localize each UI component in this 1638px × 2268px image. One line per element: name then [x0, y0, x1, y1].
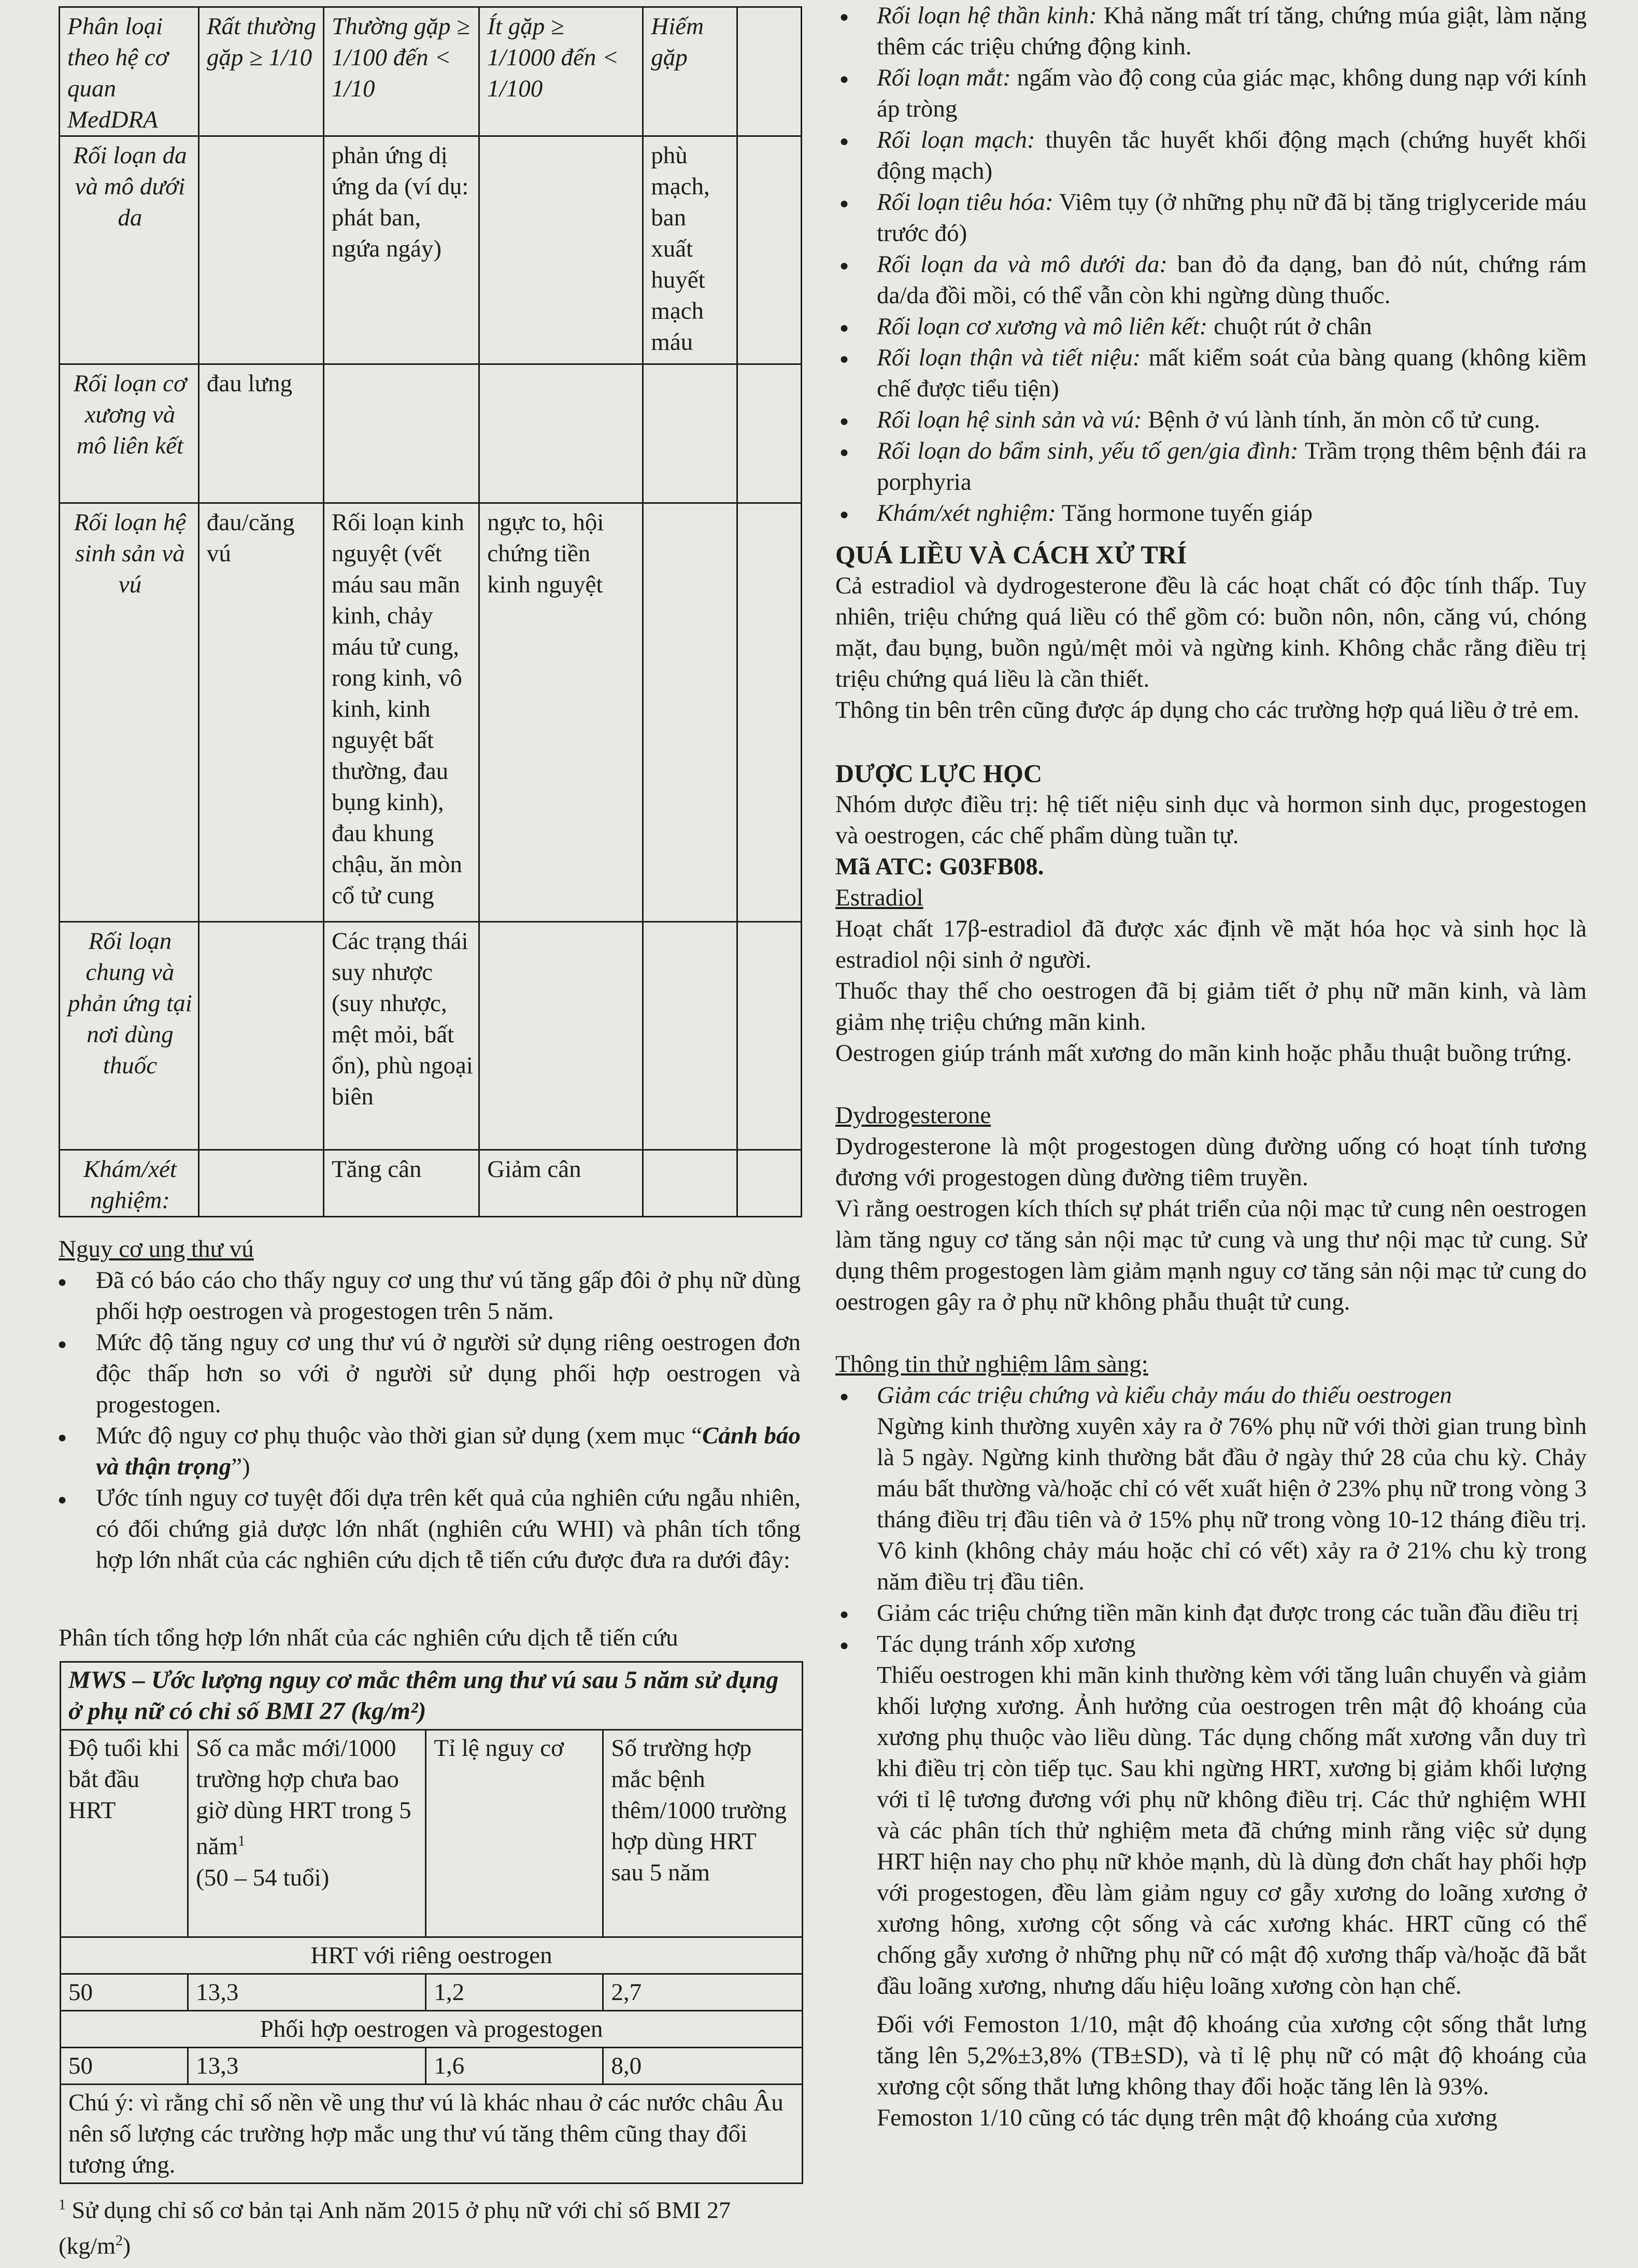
- item-text: Viêm tụy (ở những phụ nữ đã bị tăng triglyceride máu trước đó): [877, 189, 1587, 247]
- blank-cell: [737, 922, 801, 1150]
- mws-table: [60, 1661, 803, 2184]
- trial-item-title: Tác dụng tránh xốp xương: [877, 1631, 1136, 1657]
- table-row: [60, 364, 802, 503]
- item-label: Khám/xét nghiệm:: [877, 500, 1056, 527]
- blank-cell: [737, 364, 801, 503]
- uncommon-cell: [479, 136, 643, 364]
- rare-cell: [643, 503, 737, 922]
- mws-cell-age: 50: [61, 2048, 188, 2085]
- bullet-bold-ref: Cảnh báo và thận trọng: [96, 1422, 801, 1480]
- item-label: Rối loạn mắt:: [877, 64, 1011, 91]
- uncommon-cell: ngực to, hội chứng tiền kinh nguyệt: [479, 503, 643, 922]
- mws-title: MWS – Ước lượng nguy cơ mắc thêm ung thư vú sau 5 năm sử dụng ở phụ nữ có chỉ số BMI 27 (kg/m²): [61, 1662, 803, 1730]
- organ-cell: Rối loạn hệ sinh sản và vú: [60, 503, 199, 922]
- footnote-text: Sử dụng chỉ số cơ bản tại Anh năm 2015 ở phụ nữ với chỉ số BMI 27 (kg/m: [59, 2196, 731, 2259]
- overdose-children-paragraph: Thông tin bên trên cũng được áp dụng cho các trường hợp quá liều ở trẻ em.: [835, 697, 1579, 724]
- item-label: Rối loạn hệ sinh sản và vú:: [877, 406, 1142, 433]
- item-text: ban đỏ đa dạng, ban đỏ nút, chứng rám da/da đồi mồi, có thể vẫn còn khi ngừng dùng thuốc.: [877, 251, 1587, 309]
- breast-cancer-heading: Nguy cơ ung thư vú: [59, 1236, 254, 1263]
- header-common: Thường gặp ≥ 1/100 đến < 1/10: [323, 7, 479, 136]
- footnote-sup: 2: [115, 2233, 123, 2249]
- common-cell: phản ứng dị ứng da (ví dụ: phát ban, ngứa ngáy): [323, 136, 479, 364]
- footnote-marker: 1: [59, 2197, 66, 2213]
- list-item: ● Đã có báo cáo cho thấy nguy cơ ung thư vú tăng gấp đôi ở phụ nữ dùng phối hợp oestrogen và progestogen trên 5 năm.: [54, 1265, 801, 1327]
- trial-paragraph: Đối với Femoston 1/10, mật độ khoáng của xương cột sống thắt lưng tăng lên 5,2%±3,8% (TB±SD), và tỉ lệ phụ nữ có mật độ khoáng của xương cột sống thắt lưng không thay đổi hoặc tăng lên là 93%.: [877, 2011, 1587, 2100]
- mws-section-row: [61, 2011, 803, 2048]
- breast-cancer-bullets: [54, 1265, 801, 1576]
- list-item: [835, 404, 1587, 435]
- header-text: Số ca mắc mới/1000 trường hợp chưa bao giờ dùng HRT trong 5 năm: [196, 1735, 411, 1860]
- trial-paragraph: Femoston 1/10 cũng có tác dụng trên mật độ khoáng của xương: [877, 2104, 1498, 2131]
- item-label: Rối loạn hệ thần kinh:: [877, 2, 1097, 29]
- blank-cell: [737, 1150, 801, 1217]
- table-header-row: [60, 7, 802, 136]
- mws-section-estrogen: HRT với riêng oestrogen: [61, 1937, 803, 1974]
- common-cell: [323, 364, 479, 503]
- table-row: [60, 136, 802, 364]
- item-text: thuyên tắc huyết khối động mạch (chứng huyết khối động mạch): [877, 126, 1587, 185]
- very-common-cell: [198, 1150, 323, 1217]
- footnote-marker: 1: [238, 1833, 246, 1849]
- uncommon-cell: [479, 922, 643, 1150]
- mws-header-additional: Số trường hợp mắc bệnh thêm/1000 trường hợp dùng HRT sau 5 năm: [603, 1730, 803, 1937]
- very-common-cell: [198, 136, 323, 364]
- mws-cell-additional: 8,0: [603, 2048, 803, 2085]
- item-label: Rối loạn thận và tiết niệu:: [877, 344, 1141, 371]
- mws-cell-ratio: 1,6: [426, 2048, 603, 2085]
- rare-cell: [643, 922, 737, 1150]
- very-common-cell: đau/căng vú: [198, 503, 323, 922]
- bullet-text-end: ”): [231, 1453, 250, 1480]
- uncommon-cell: Giảm cân: [479, 1150, 643, 1217]
- bullet-text: Mức độ nguy cơ phụ thuộc vào thời gian sử dụng (xem mục “: [96, 1422, 702, 1449]
- item-text: Tăng hormone tuyến giáp: [1056, 500, 1313, 527]
- clinical-trial-list: [835, 1380, 1587, 2133]
- item-text: mất kiểm soát của bàng quang (không kiềm chế được tiểu tiện): [877, 344, 1587, 402]
- list-item: [835, 0, 1587, 62]
- organ-cell: Rối loạn da và mô dưới da: [60, 136, 199, 364]
- blank-cell: [737, 503, 801, 922]
- dydrogesterone-paragraph-1: Dydrogesterone là một progestogen dùng đường uống có hoạt tính tương đương với progestogen dùng đường tiêm truyền.: [835, 1133, 1587, 1191]
- list-item: [835, 62, 1587, 124]
- rare-cell: phù mạch, ban xuất huyết mạch máu: [643, 136, 737, 364]
- organ-cell: Rối loạn chung và phản ứng tại nơi dùng thuốc: [60, 922, 199, 1150]
- list-item: [835, 187, 1587, 249]
- overdose-paragraph: Cả estradiol và dydrogesterone đều là các hoạt chất có độc tính thấp. Tuy nhiên, triệu chứng quá liều có thể gồm có: buồn nôn, nôn, căng vú, chóng mặt, đau bụng, buồn ngủ/mệt mỏi và ngừng kinh. Không chắc rằng điều trị triệu chứng quá liều là cần thiết.: [835, 572, 1587, 692]
- clinical-trial-heading: Thông tin thử nghiệm lâm sàng:: [835, 1351, 1148, 1378]
- mws-cell-age: 50: [61, 1974, 188, 2011]
- trial-paragraph: Thiếu oestrogen khi mãn kinh thường kèm với tăng luân chuyển và giảm khối lượng xương. Ảnh hưởng của oestrogen trên mật độ khoáng của xương phụ thuộc vào liều dùng. Tác dụng chống mất xương vẫn duy trì khi điều trị còn tiếp tục. Sau khi ngừng HRT, xương bị giảm khối lượng với tỉ lệ tương đương với phụ nữ không điều trị. Các thử nghiệm WHI và các phân tích thử nghiệm meta đã chứng minh rằng việc sử dụng HRT hiện nay cho phụ nữ khỏe mạnh, dù là dùng đơn chất hay phối hợp với progestogen, đều làm giảm nguy cơ gẫy xương do loãng xương ở xương hông, xương cột sống và các xương khác. HRT cũng có thể chống gẫy xương ở những phụ nữ có mật độ xương thấp và/hoặc đã bắt đầu loãng xương, nhưng dấu hiệu loãng xương còn hạn chế.: [877, 1662, 1587, 2000]
- header-rare: Hiếm gặp: [643, 7, 737, 136]
- very-common-cell: đau lưng: [198, 364, 323, 503]
- item-label: Rối loạn da và mô dưới da:: [877, 251, 1167, 278]
- mws-section-combined: Phối hợp oestrogen và progestogen: [61, 2011, 803, 2048]
- mws-header-row: [61, 1730, 803, 1937]
- list-item: [835, 435, 1587, 498]
- mws-cell-additional: 2,7: [603, 1974, 803, 2011]
- item-text: chuột rút ở chân: [1207, 313, 1372, 340]
- list-item: [835, 1628, 1587, 2133]
- adverse-reactions-table: [59, 6, 802, 1217]
- header-very-common: Rất thường gặp ≥ 1/10: [198, 7, 323, 136]
- mws-section-row: [61, 1937, 803, 1974]
- estradiol-paragraph-2: Thuốc thay thế cho oestrogen đã bị giảm tiết ở phụ nữ mãn kinh, và làm giảm nhẹ triệu chứng mãn kinh.: [835, 977, 1587, 1036]
- table-row: [61, 2048, 803, 2085]
- list-item: [835, 1380, 1587, 1597]
- table-row: [60, 922, 802, 1150]
- mws-note: Chú ý: vì rằng chỉ số nền về ung thư vú là khác nhau ở các nước châu Âu nên số lượng các trường hợp mắc ung thư vú tăng thêm cũng thay đổi tương ứng.: [61, 2085, 803, 2184]
- list-item: [835, 249, 1587, 311]
- estradiol-paragraph-3: Oestrogen giúp tránh mất xương do mãn kinh hoặc phẫu thuật buồng trứng.: [835, 1040, 1572, 1067]
- item-label: Rối loạn do bẩm sinh, yếu tố gen/gia đình:: [877, 437, 1299, 464]
- item-label: Rối loạn cơ xương và mô liên kết:: [877, 313, 1208, 340]
- item-text: ngấm vào độ cong của giác mạc, không dung nạp với kính áp tròng: [877, 64, 1587, 122]
- mws-header-incidence: [188, 1730, 426, 1937]
- mws-title-row: [61, 1662, 803, 1730]
- trial-item-text: Ngừng kinh thường xuyên xảy ra ở 76% phụ nữ với thời gian trung bình là 5 ngày. Ngừng kinh thường bắt đầu ở ngày thứ 28 của chu kỳ. Chảy máu bất thường và/hoặc chỉ có vết xuất hiện ở 23% phụ nữ trong vòng 3 tháng điều trị đầu tiên và ở 15% phụ nữ trong vòng 10-12 tháng điều trị. Vô kinh (không chảy máu hoặc chỉ có vết) xảy ra ở 21% chu kỳ trong năm điều trị đầu tiên.: [877, 1413, 1587, 1595]
- mws-cell-ratio: 1,2: [426, 1974, 603, 2011]
- header-uncommon: Ít gặp ≥ 1/1000 đến < 1/100: [479, 7, 643, 136]
- footnote-end: ): [122, 2232, 131, 2259]
- mws-note-row: [61, 2085, 803, 2184]
- rare-cell: [643, 1150, 737, 1217]
- analysis-label: Phân tích tổng hợp lớn nhất của các nghiên cứu dịch tễ tiến cứu: [59, 1624, 678, 1651]
- blank-cell: [737, 136, 801, 364]
- header-blank: [737, 7, 801, 136]
- item-label: Rối loạn tiêu hóa:: [877, 189, 1053, 216]
- mws-cell-incidence: 13,3: [188, 1974, 426, 2011]
- organ-cell: Rối loạn cơ xương và mô liên kết: [60, 364, 199, 503]
- list-item: ● Mức độ tăng nguy cơ ung thư vú ở người sử dụng riêng oestrogen đơn độc thấp hơn so với ở người sử dụng phối hợp oestrogen và progestogen.: [54, 1327, 801, 1420]
- item-label: Rối loạn mạch:: [877, 126, 1035, 153]
- trial-item-title: Giảm các triệu chứng và kiểu chảy máu do thiếu oestrogen: [877, 1382, 1452, 1409]
- atc-code: Mã ATC: G03FB08.: [835, 853, 1044, 880]
- header-range: (50 – 54 tuổi): [196, 1864, 330, 1891]
- footnote: [59, 2190, 805, 2262]
- uncommon-cell: [479, 364, 643, 503]
- mws-cell-incidence: 13,3: [188, 2048, 426, 2085]
- list-item: [835, 498, 1587, 529]
- estradiol-paragraph-1: Hoạt chất 17β-estradiol đã được xác định về mặt hóa học và sinh học là estradiol nội sinh ở người.: [835, 915, 1587, 973]
- dydrogesterone-heading: Dydrogesterone: [835, 1102, 991, 1129]
- header-organ-class: Phân loại theo hệ cơ quan MedDRA: [60, 7, 199, 136]
- table-row: [60, 1150, 802, 1217]
- list-item: ● Giảm các triệu chứng tiền mãn kinh đạt được trong các tuần đầu điều trị: [835, 1597, 1587, 1628]
- very-common-cell: [198, 922, 323, 1150]
- dydrogesterone-paragraph-2: Vì rằng oestrogen kích thích sự phát triển của nội mạc tử cung nên oestrogen làm tăng nguy cơ tăng sản nội mạc tử cung và ung thư nội mạc tử cung. Sử dụng thêm progestogen làm giảm mạnh nguy cơ tăng sản nội mạc tử cung do oestrogen gây ra ở phụ nữ không phẫu thuật tử cung.: [835, 1195, 1587, 1315]
- item-text: Trầm trọng thêm bệnh đái ra porphyria: [877, 437, 1587, 495]
- common-cell: Rối loạn kinh nguyệt (vết máu sau mãn kinh, chảy máu tử cung, rong kinh, vô kinh, kinh nguyệt bất thường, đau bụng kinh), đau khung chậu, ăn mòn cổ tử cung: [323, 503, 479, 922]
- common-cell: Tăng cân: [323, 1150, 479, 1217]
- mws-header-ratio: Tỉ lệ nguy cơ: [426, 1730, 603, 1937]
- table-row: [60, 503, 802, 922]
- mws-header-age: Độ tuổi khi bắt đầu HRT: [61, 1730, 188, 1937]
- table-row: [61, 1974, 803, 2011]
- estradiol-heading: Estradiol: [835, 884, 923, 911]
- adverse-effects-list: [835, 0, 1587, 529]
- item-text: Khả năng mất trí tăng, chứng múa giật, làm nặng thêm các triệu chứng động kinh.: [877, 2, 1587, 60]
- organ-cell: Khám/xét nghiệm:: [60, 1150, 199, 1217]
- pharmacodynamics-heading: DƯỢC LỰC HỌC: [835, 759, 1043, 788]
- item-text: Bệnh ở vú lành tính, ăn mòn cổ tử cung.: [1142, 406, 1540, 433]
- overdose-heading: QUÁ LIỀU VÀ CÁCH XỬ TRÍ: [835, 540, 1187, 569]
- therapeutic-group: Nhóm dược điều trị: hệ tiết niệu sinh dục và hormon sinh dục, progestogen và oestrogen, các chế phẩm dùng tuần tự.: [835, 791, 1587, 849]
- list-item: [835, 342, 1587, 404]
- list-item: ● Ước tính nguy cơ tuyệt đối dựa trên kết quả của nghiên cứu ngẫu nhiên, có đối chứng giả dược lớn nhất (nghiên cứu WHI) và phân tích tổng hợp lớn nhất của các nghiên cứu dịch tễ tiến cứu được đưa ra dưới đây:: [54, 1482, 801, 1576]
- rare-cell: [643, 364, 737, 503]
- list-item: [835, 124, 1587, 187]
- common-cell: Các trạng thái suy nhược (suy nhược, mệt mỏi, bất ổn), phù ngoại biên: [323, 922, 479, 1150]
- list-item: [54, 1420, 801, 1482]
- list-item: [835, 311, 1587, 342]
